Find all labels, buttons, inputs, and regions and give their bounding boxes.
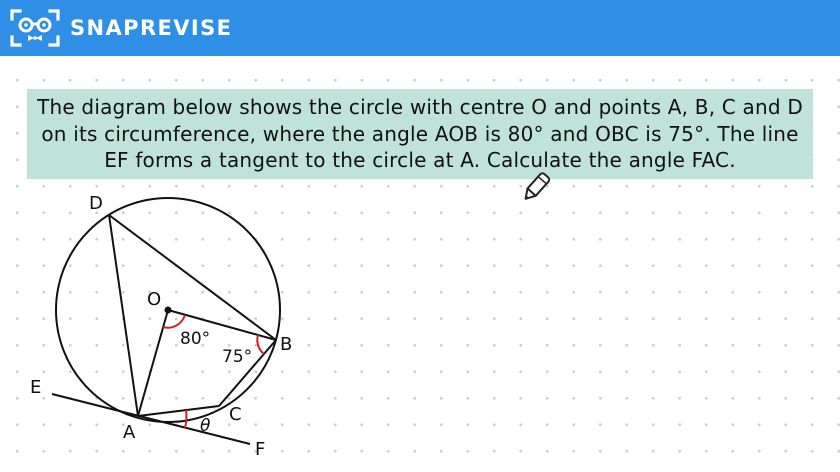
line-oa <box>138 310 168 416</box>
label-d: D <box>89 193 103 214</box>
brand-name: SNAPREVISE <box>70 16 233 40</box>
angle-mark-fac <box>185 410 186 428</box>
label-f: F <box>255 439 266 460</box>
angle-mark-obc <box>257 335 264 354</box>
label-a: A <box>123 422 136 443</box>
label-e: E <box>30 377 42 398</box>
angle-label-obc: 75° <box>222 347 253 367</box>
label-o: O <box>147 289 162 310</box>
question-text: The diagram below shows the circle with centre O and points A, B, C and D on its circumference, where the angle AOB is 80° and OBC is 75°. The line EF forms a tangent to the circle at A. Calculate the angle FAC. <box>37 95 803 172</box>
tangent-line-ef <box>52 394 250 444</box>
pen-cursor-icon <box>516 170 556 206</box>
label-c: C <box>229 404 242 425</box>
label-b: B <box>280 334 293 355</box>
angle-label-fac: θ <box>200 416 211 436</box>
angle-label-aob: 80° <box>180 329 211 349</box>
centre-dot <box>165 307 172 314</box>
line-da <box>109 215 138 416</box>
